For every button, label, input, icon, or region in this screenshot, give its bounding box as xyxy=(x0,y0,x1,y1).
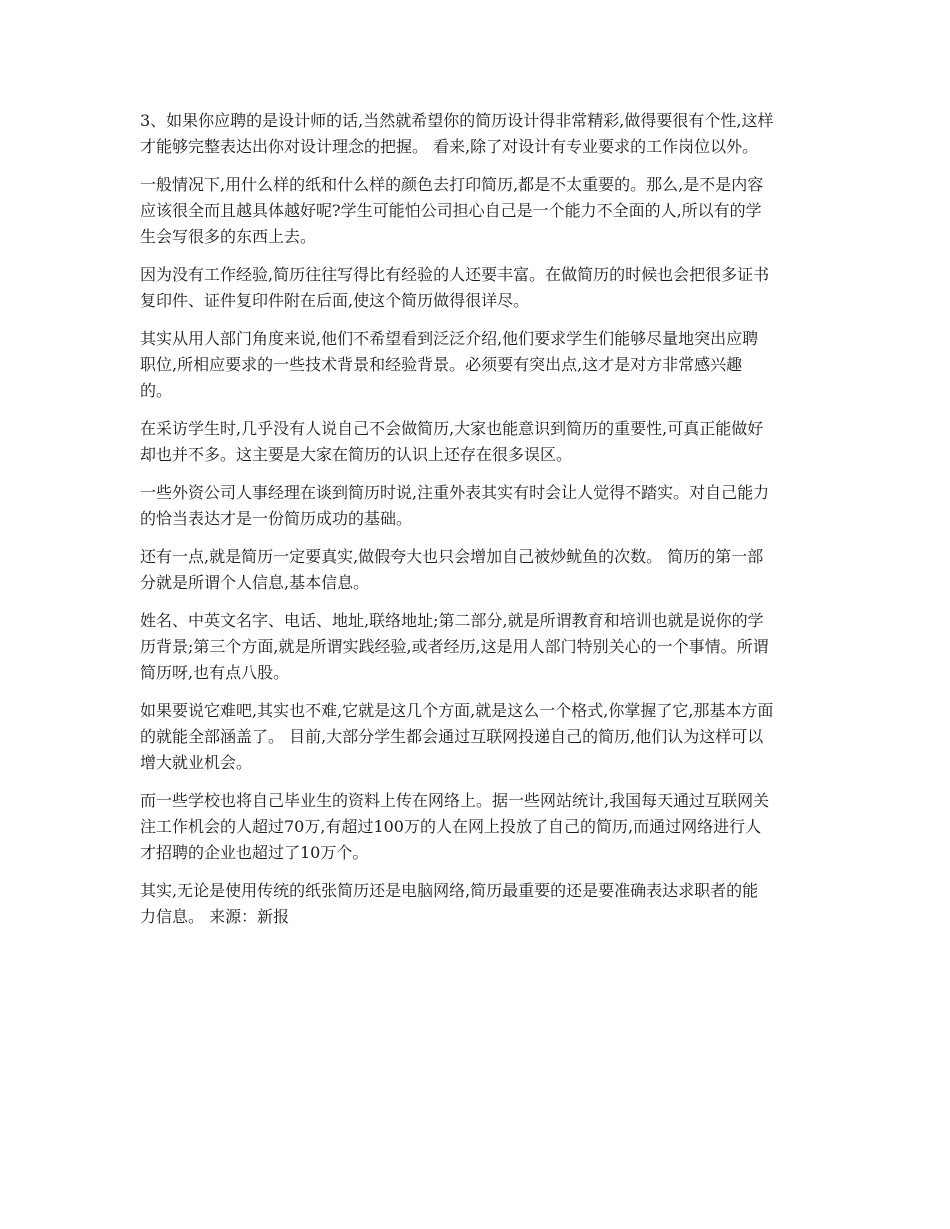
paragraph: 姓名、中英文名字、电话、地址,联络地址;第二部分,就是所谓教育和培训也就是说你的学 历背景;第三个方面,就是所谓实践经验,或者经历,这是用人部门特别关心的一个事情。所谓 简历呀,也有点八股。 xyxy=(140,611,769,682)
paragraph: 一些外资公司人事经理在谈到简历时说,注重外表其实有时会让人觉得不踏实。对自己能力 的恰当表达才是一份简历成功的基础。 xyxy=(140,483,770,528)
paragraph: 其实,无论是使用传统的纸张简历还是电脑网络,简历最重要的还是要准确表达求职者的能 力信息。 来源：新报 xyxy=(140,881,759,926)
paragraph: 3、如果你应聘的是设计师的话,当然就希望你的简历设计得非常精彩,做得要很有个性,这样 才能够完整表达出你对设计理念的把握。 看来,除了对设计有专业要求的工作岗位以外。 xyxy=(140,111,774,156)
paragraph: 其实从用人部门角度来说,他们不希望看到泛泛介绍,他们要求学生们能够尽量地突出应聘 职位,所相应要求的一些技术背景和经验背景。必须要有突出点,这才是对方非常感兴趣 的。 xyxy=(140,329,759,400)
paragraph: 还有一点,就是简历一定要真实,做假夸大也只会增加自己被炒鱿鱼的次数。 简历的第一部 分就是所谓个人信息,基本信息。 xyxy=(140,547,764,592)
paragraph: 在采访学生时,几乎没有人说自己不会做简历,大家也能意识到简历的重要性,可真正能做好 却也并不多。这主要是大家在简历的认识上还存在很多误区。 xyxy=(140,419,764,464)
paragraph: 而一些学校也将自己毕业生的资料上传在网络上。据一些网站统计,我国每天通过互联网关 注工作机会的人超过70万,有超过100万的人在网上投放了自己的简历,而通过网络进行人 才招聘的企业也超过了10万个。 xyxy=(140,791,770,862)
document-body xyxy=(140,108,812,942)
paragraph: 如果要说它难吧,其实也不难,它就是这几个方面,就是这么一个格式,你掌握了它,那基本方面 的就能全部涵盖了。 目前,大部分学生都会通过互联网投递自己的简历,他们认为这样可以 增大就业机会。 xyxy=(140,701,774,772)
paragraph: 因为没有工作经验,简历往往写得比有经验的人还要丰富。在做简历的时候也会把很多证书 复印件、证件复印件附在后面,使这个简历做得很详尽。 xyxy=(140,265,770,310)
paragraph: 一般情况下,用什么样的纸和什么样的颜色去打印简历,都是不太重要的。那么,是不是内容 应该很全而且越具体越好呢?学生可能怕公司担心自己是一个能力不全面的人,所以有的学 生会写很多的东西上去。 xyxy=(140,175,764,246)
